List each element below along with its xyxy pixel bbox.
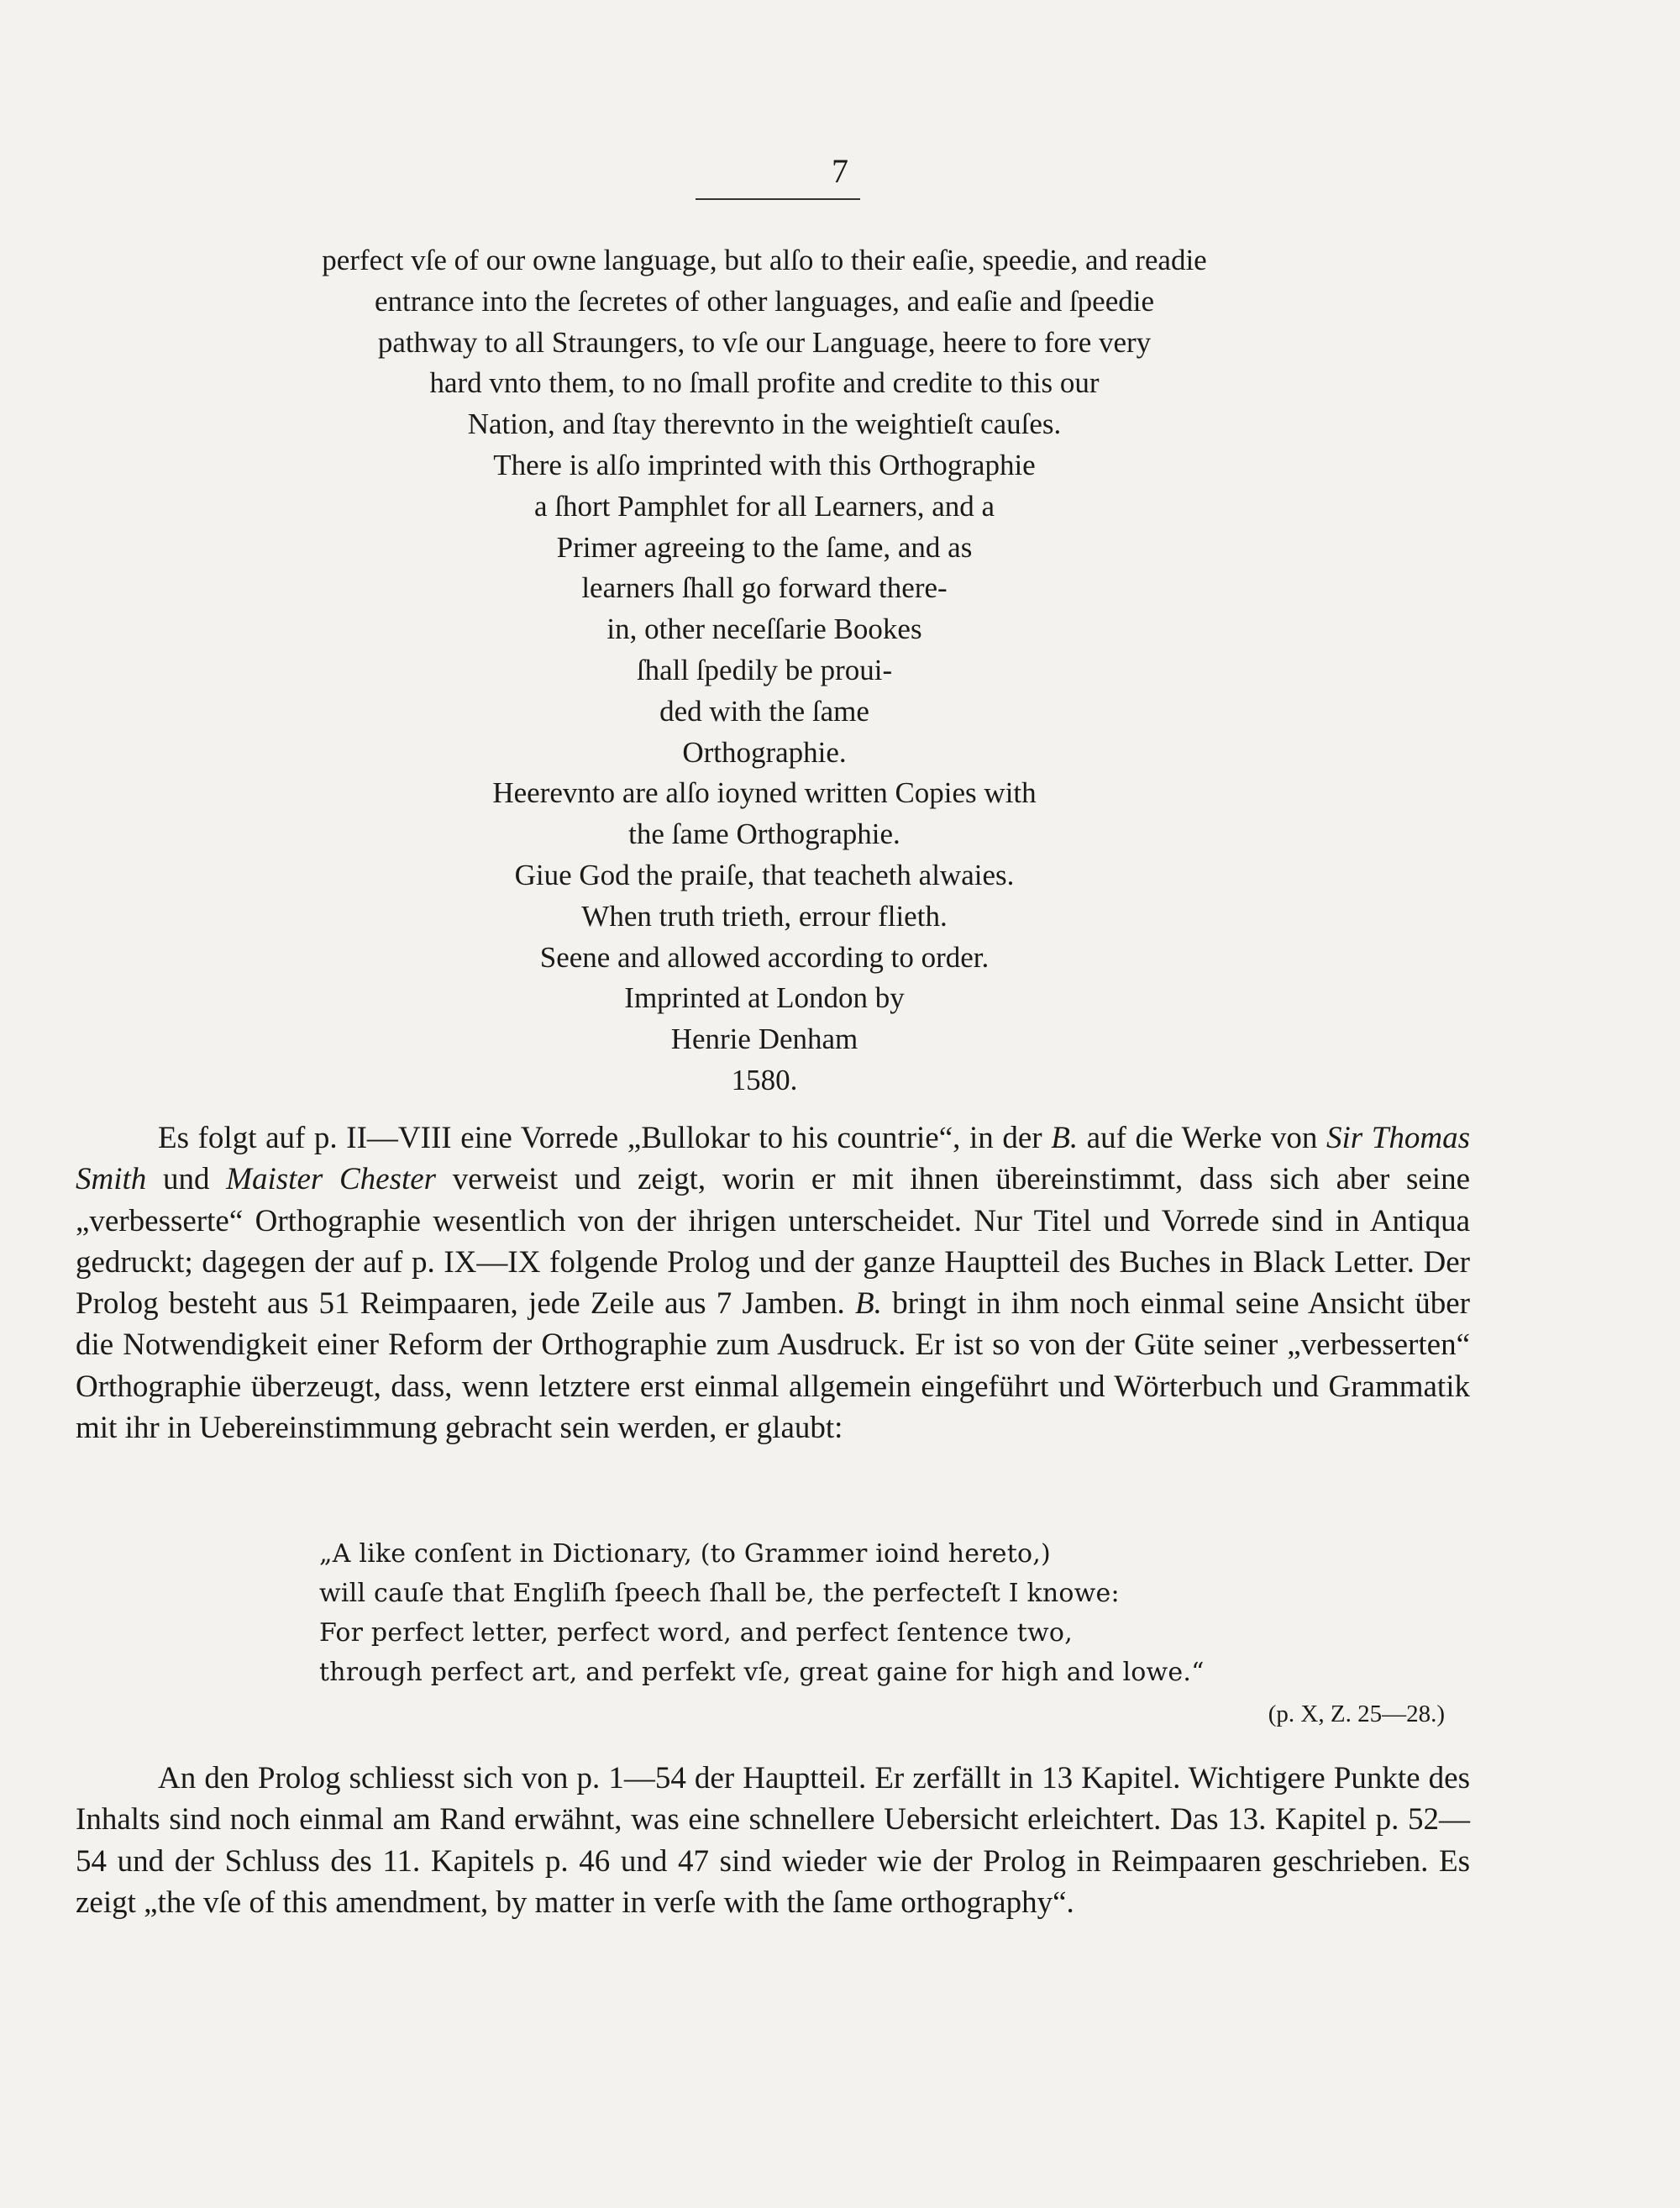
body-paragraph-hauptteil: An den Prolog schliesst sich von p. 1—54 der Hauptteil. Er zerfällt in 13 Kapitel. Wichtigere Punkte des Inhalts sind noch einmal am Rand erwähnt, was eine schnellere Uebersicht erleichtert. Das 13. Kapitel p. 52—54 und der Schluss des 11. Kapitels p. 46 und 47 sind wieder wie der Prolog in Reimpaaren geschrieben. Es zeigt „the vſe of this amendment, by matter in verſe with the ſame orthography“. — [76, 1761, 1470, 1920]
title-line: Heerevnto are alſo ioyned written Copies with — [492, 776, 1037, 810]
title-line: perfect vſe of our owne language, but alſo to their eaſie, speedie, and readie — [322, 244, 1207, 276]
title-line: Seene and allowed according to order. — [539, 940, 990, 974]
body-paragraph-vorrede — [76, 1117, 1470, 1448]
author-abbrev: B. — [1051, 1121, 1079, 1155]
paragraph-text: und — [146, 1162, 227, 1197]
blackletter-quote — [319, 1534, 1205, 1692]
quote-line: through perfect art, and perfekt vſe, great gaine for high and lowe.“ — [319, 1658, 1205, 1687]
author-name: Maister Chester — [226, 1162, 437, 1197]
author-abbrev: B. — [855, 1286, 882, 1322]
paragraph-text: Es folgt auf p. II—VIII eine Vorrede „Bullokar to his countrie“, in der — [158, 1121, 1052, 1155]
title-line: ded with the ſame — [659, 694, 869, 728]
title-line: entrance into the ſecretes of other languages, and eaſie and ſpeedie — [374, 284, 1155, 318]
paragraph-text: auf die Werke von — [1078, 1121, 1326, 1155]
title-line: There is alſo imprinted with this Orthographie — [493, 448, 1036, 481]
title-line: Primer agreeing to the ſame, and as — [556, 530, 973, 564]
paragraph-text: verweist und zeigt, worin er mit ihnen übereinstimmt, dass sich aber seine „verbesserte“ Orthographie wesentlich von der ihrigen unterscheidet. Nur Titel und Vorrede sind in Antiqua gedruckt; dagegen der auf p. IX—IX folgende Prolog und der ganze Hauptteil des Buches in Black Letter. Der Prolog besteht aus 51 Reimpaaren, jede Zeile aus 7 Jamben. — [76, 1162, 1471, 1322]
quote-line: „A like conſent in Dictionary, (to Grammer ioind hereto,) — [319, 1539, 1051, 1569]
title-line: learners ſhall go forward there- — [581, 571, 948, 605]
title-page-transcription — [76, 240, 1453, 1101]
title-line: When truth trieth, errour flieth. — [581, 899, 948, 933]
quote-reference: (p. X, Z. 25—28.) — [1268, 1701, 1445, 1727]
title-line: Orthographie. — [682, 735, 847, 769]
title-line: the ſame Orthographie. — [628, 817, 900, 851]
title-line: a ſhort Pamphlet for all Learners, and a — [533, 489, 995, 523]
quote-line: will cauſe that Engliſh ſpeech ſhall be, the perfecteſt I knowe: — [319, 1579, 1120, 1608]
title-line: in, other neceſſarie Bookes — [606, 612, 922, 646]
title-line: Henrie Denham — [670, 1023, 858, 1056]
title-line: 1580. — [731, 1063, 798, 1096]
author-name: Sir Thomas Smith — [76, 1121, 1470, 1197]
title-line: hard vnto them, to no ſmall profite and credite to this our — [429, 366, 1100, 400]
title-line: pathway to all Straungers, to vſe our Language, heere to fore very — [377, 325, 1152, 359]
title-line: Nation, and ſtay therevnto in the weightieſt cauſes. — [467, 407, 1062, 441]
paragraph-text: bringt in ihm noch einmal seine Ansicht über die Notwendigkeit einer Reform der Orthographie zum Ausdruck. Er ist so von der Güte seiner „verbesserten“ Orthographie überzeugt, dass, wenn letztere erst einmal allgemein eingeführt und Wörterbuch und Grammatik mit ihr in Uebereinstimmung gebracht sein werden, er glaubt: — [76, 1286, 1471, 1446]
title-line: Imprinted at London by — [624, 981, 905, 1015]
page-number-rule — [696, 198, 860, 200]
page-number: 7 — [832, 152, 848, 190]
quote-line: For perfect letter, perfect word, and perfect ſentence two, — [319, 1618, 1073, 1648]
title-line: ſhall ſpedily be proui- — [636, 653, 893, 686]
title-line: Giue God the praiſe, that teacheth alwaies. — [514, 858, 1015, 891]
